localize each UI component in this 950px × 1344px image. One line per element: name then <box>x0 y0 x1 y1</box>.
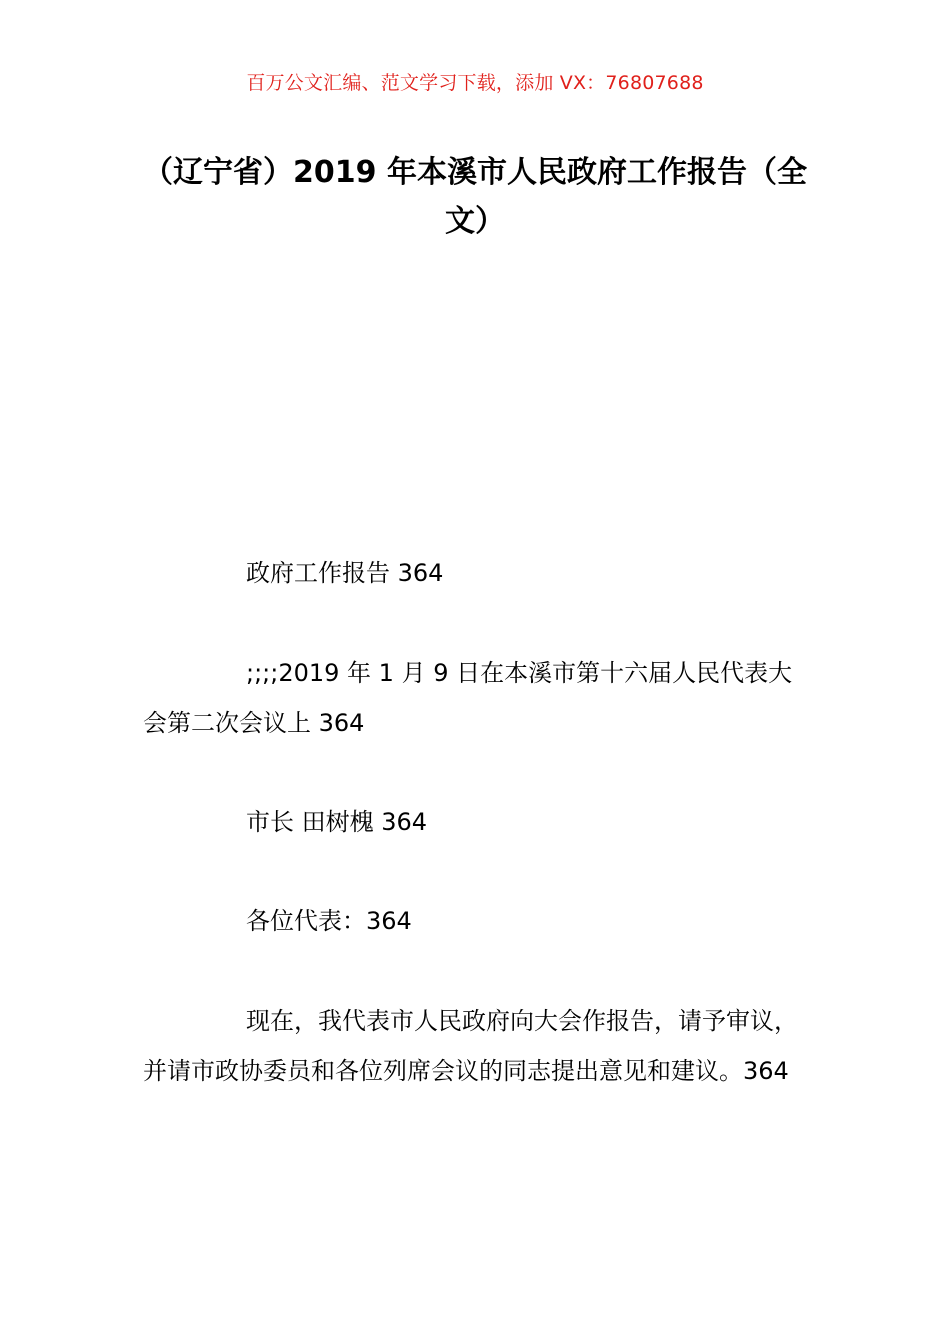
paragraph-meeting-info: ;;;;2019 年 1 月 9 日在本溪市第十六届人民代表大会第二次会议上 364 <box>143 659 793 737</box>
document-title: （辽宁省）2019 年本溪市人民政府工作报告（全文） <box>143 155 807 239</box>
paragraph-opening: 现在，我代表市人民政府向大会作报告，请予审议，并请市政协委员和各位列席会议的同志提出意见和建议。364 <box>143 1007 798 1085</box>
paragraph-mayor: 市长 田树槐 364 <box>246 808 428 836</box>
paragraph-salutation: 各位代表：364 <box>246 907 412 935</box>
promo-header: 百万公文汇编、范文学习下载，添加 VX：76807688 <box>246 72 704 94</box>
paragraph-report-heading: 政府工作报告 364 <box>246 559 444 587</box>
